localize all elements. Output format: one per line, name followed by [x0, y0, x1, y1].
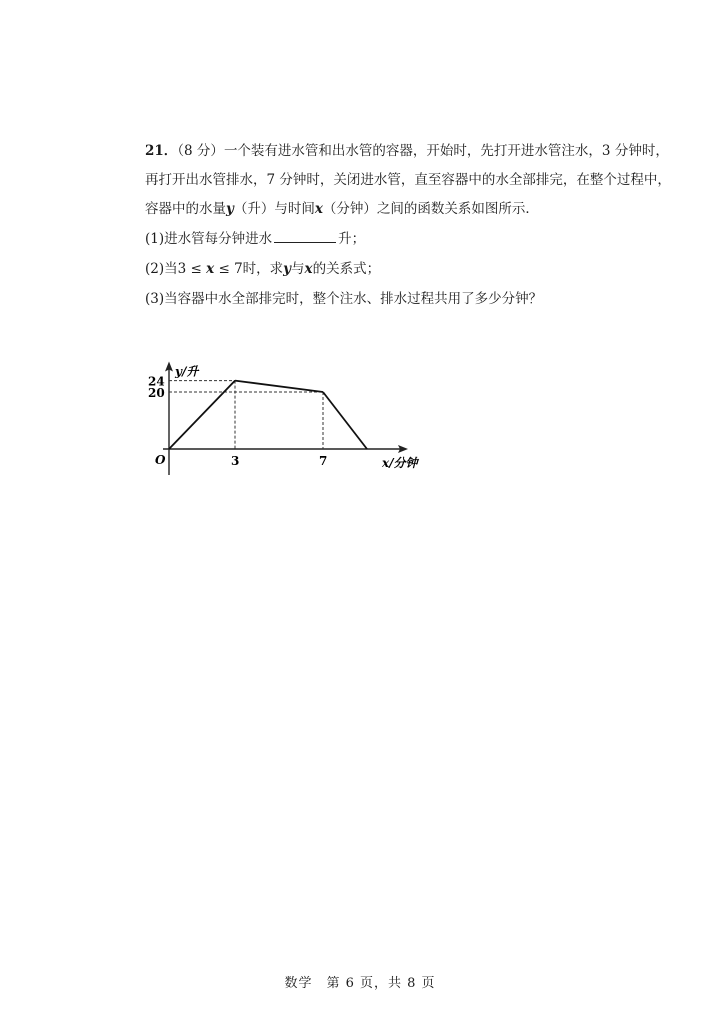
stem-text: （分钟）之间的函数关系如图所示．	[322, 201, 539, 217]
question-number: 21．	[145, 143, 178, 159]
x-tick-label-0: 3	[231, 454, 240, 468]
x-axis-label: x/分钟	[382, 456, 418, 470]
stem-text: 容器中的水量	[145, 201, 226, 217]
y-tick-label-0: 24	[148, 374, 165, 389]
series-segment-1	[235, 381, 323, 392]
series-segment-2	[323, 392, 367, 449]
stem-text: （升）与时间	[233, 201, 315, 217]
series-segment-0	[169, 381, 235, 449]
var-y: y	[283, 261, 292, 277]
y-tick-label-1: 20	[148, 386, 165, 400]
var-y: y	[226, 201, 234, 217]
origin-label: O	[155, 453, 166, 467]
y-axis-label: y/升	[175, 364, 199, 379]
function-graph	[138, 330, 418, 490]
part1-text: (1)进水管每分钟进水	[145, 231, 273, 247]
question-line-2	[145, 171, 671, 189]
var-x: x	[304, 261, 313, 277]
question-part-3	[145, 290, 542, 308]
x-tick-label-1: 7	[319, 454, 328, 468]
question-points: （8 分）	[177, 143, 224, 159]
question-stem-1: 一个装有进水管和出水管的容器，开始时，先打开进水管注水，3 分钟时，	[223, 143, 669, 159]
part1-unit: 升；	[338, 231, 366, 247]
var-x: x	[206, 261, 215, 277]
question-part-2	[145, 260, 380, 278]
question-part-1	[145, 230, 365, 248]
answer-blank[interactable]	[274, 230, 336, 243]
part2-text: ≤ 7时，求	[214, 261, 284, 277]
question-stem-2: 再打开出水管排水，7 分钟时，关闭进水管，直至容器中的水全部排完，在整个过程中，	[145, 172, 671, 188]
page-footer: 数学 第 6 页，共 8 页	[284, 976, 436, 991]
question-line-1	[145, 142, 669, 160]
part2-text: (2)当3 ≤	[145, 261, 207, 277]
var-x: x	[314, 201, 323, 217]
part2-text: 与	[291, 261, 305, 277]
question-line-3	[145, 200, 539, 218]
part2-text: 的关系式；	[312, 261, 381, 277]
part3-text: (3)当容器中水全部排完时，整个注水、排水过程共用了多少分钟？	[145, 291, 543, 307]
